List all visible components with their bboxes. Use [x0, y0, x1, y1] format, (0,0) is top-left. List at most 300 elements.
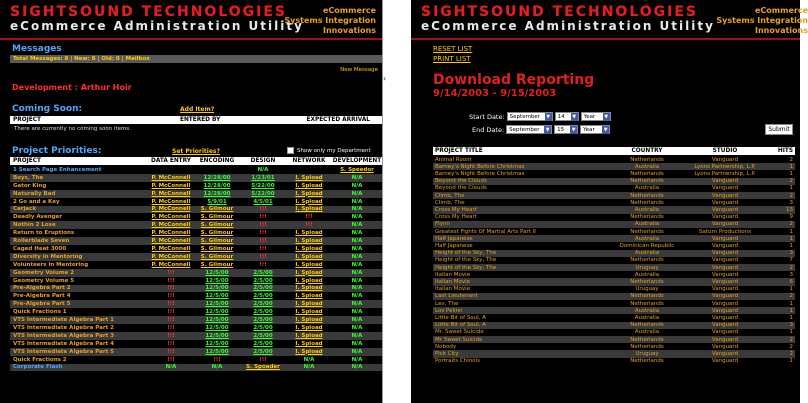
development-cell: N/A	[351, 317, 363, 324]
table-row[interactable]	[10, 340, 382, 348]
hits-cell: 3	[789, 250, 793, 257]
end-day-select[interactable]	[554, 125, 578, 134]
start-year-select[interactable]	[581, 112, 611, 121]
table-row[interactable]	[433, 228, 795, 235]
set-priorities-link[interactable]: Set Priorities?	[172, 148, 220, 155]
development-cell: N/A	[351, 324, 363, 331]
encoding-cell: 12/28/00	[203, 174, 231, 181]
project-cell: Corporate Flash	[13, 364, 63, 371]
network-cell: I. Spload	[295, 269, 323, 276]
end-date-label: End Date:	[472, 125, 505, 134]
data-entry-cell: !!!	[167, 348, 175, 355]
table-row[interactable]	[10, 269, 382, 277]
table-row[interactable]	[433, 350, 795, 357]
table-row[interactable]	[10, 332, 382, 340]
table-row[interactable]	[433, 185, 795, 192]
hits-cell: 1	[789, 307, 793, 314]
network-cell: I. Spload	[295, 285, 323, 292]
hits-cell: 2	[789, 293, 793, 300]
design-cell: !!!	[259, 253, 267, 260]
data-entry-cell: !!!	[167, 324, 175, 331]
start-month-select[interactable]	[507, 112, 553, 121]
priorities-title: Project Priorities:	[12, 146, 102, 156]
table-row[interactable]	[433, 257, 795, 264]
network-cell: !!!	[305, 222, 313, 229]
table-row[interactable]	[433, 163, 795, 170]
country-cell: Australia	[634, 250, 660, 257]
table-row[interactable]	[433, 271, 795, 278]
project-title-cell: Beyond the Clouds	[435, 178, 487, 185]
design-cell: !!!	[259, 238, 267, 245]
network-cell: I. Spload	[295, 324, 323, 331]
table-row[interactable]	[10, 316, 382, 324]
table-row[interactable]	[10, 348, 382, 356]
data-entry-cell: !!!	[167, 309, 175, 316]
development-label: Development : Arthur Hoir	[12, 83, 132, 92]
network-cell: I. Spload	[295, 277, 323, 284]
add-item-link[interactable]: Add Item?	[180, 106, 215, 113]
brand-subtitle: eCommerce Administration Utility	[10, 19, 304, 33]
project-cell: Pre-Algebra Part 5	[13, 301, 71, 308]
project-cell: VTS Intermediate Algebra Part 2	[13, 324, 114, 331]
table-row[interactable]	[10, 221, 382, 229]
encoding-cell: 12/5/00	[205, 340, 229, 347]
new-message-link[interactable]: New Message	[340, 67, 378, 73]
hits-cell: 1	[789, 358, 793, 365]
start-date-label: Start Date:	[469, 112, 505, 121]
data-entry-cell: P. McConnell	[151, 245, 191, 252]
start-year-value: Year	[583, 113, 596, 120]
design-cell: 5/22/00	[251, 182, 275, 189]
studio-cell: Vanguard	[711, 264, 739, 271]
table-row[interactable]	[433, 206, 795, 213]
project-cell: Pre-Algebra Part 4	[13, 293, 71, 300]
start-day-value: 14	[557, 113, 565, 120]
development-cell: N/A	[351, 198, 363, 205]
country-cell: Netherlands	[630, 293, 664, 300]
table-row[interactable]	[433, 242, 795, 249]
studio-cell: Vanguard	[711, 350, 739, 357]
development-cell: N/A	[351, 238, 363, 245]
development-cell: N/A	[351, 245, 363, 252]
project-title-cell: Cross My Heart	[435, 214, 477, 221]
development-cell: S. Speedor	[340, 166, 374, 173]
encoding-cell: S. Gilmour	[200, 253, 234, 260]
brand-title: SIGHTSOUND TECHNOLOGIES	[10, 4, 288, 20]
col-entered-by: ENTERED BY	[180, 117, 221, 123]
table-row[interactable]	[10, 174, 382, 182]
design-cell: 2/5/00	[253, 285, 273, 292]
table-row[interactable]	[433, 192, 795, 199]
hits-cell: 1	[789, 235, 793, 242]
development-cell: N/A	[351, 261, 363, 268]
hits-cell: 1	[789, 286, 793, 293]
tagline-line: Systems Integration	[284, 16, 376, 25]
col-country: COUNTRY	[631, 147, 663, 154]
project-title-cell: Portraits Chinois	[435, 358, 480, 365]
data-entry-cell: !!!	[167, 285, 175, 292]
encoding-cell: 12/28/00	[203, 190, 231, 197]
data-entry-cell: !!!	[167, 269, 175, 276]
network-cell: I. Spload	[295, 348, 323, 355]
encoding-cell: S. Gilmour	[200, 206, 234, 213]
studio-cell: Vanguard	[711, 199, 739, 206]
tagline	[716, 6, 808, 36]
country-cell: Netherlands	[630, 192, 664, 199]
encoding-cell: 12/5/00	[205, 293, 229, 300]
tagline-line: eCommerce	[322, 6, 376, 15]
table-row[interactable]	[433, 314, 795, 321]
brand-title: SIGHTSOUND TECHNOLOGIES	[421, 4, 699, 20]
country-cell: Netherlands	[630, 156, 664, 163]
table-row[interactable]	[10, 253, 382, 261]
table-row[interactable]	[433, 286, 795, 293]
chevron-down-icon: ▼	[571, 127, 576, 133]
network-cell: I. Spload	[295, 182, 323, 189]
scroll-left-arrow-icon[interactable]: ‹	[383, 74, 387, 83]
col-studio: STUDIO	[712, 147, 738, 154]
table-row[interactable]	[10, 308, 382, 316]
design-cell: !!!	[259, 261, 267, 268]
chevron-down-icon: ▼	[604, 114, 609, 120]
print-list-link[interactable]: PRINT LIST	[433, 55, 471, 63]
encoding-cell: S. Gilmour	[200, 238, 234, 245]
start-day-select[interactable]	[555, 112, 579, 121]
design-cell: 2/5/00	[253, 277, 273, 284]
country-cell: Netherlands	[630, 178, 664, 185]
studio-cell: Vanguard	[711, 358, 739, 365]
studio-cell: Vanguard	[711, 214, 739, 221]
project-title-cell: Beyond the Clouds	[435, 185, 487, 192]
col-development: DEVELOPMENT	[332, 158, 382, 164]
data-entry-cell: !!!	[167, 277, 175, 284]
design-cell: 2/5/00	[253, 332, 273, 339]
table-row[interactable]	[10, 245, 382, 253]
project-cell: Deadly Avenger	[13, 214, 63, 221]
development-cell: N/A	[351, 230, 363, 237]
table-row[interactable]	[10, 261, 382, 269]
table-row[interactable]	[433, 235, 795, 242]
project-title-cell: Half Japanese	[435, 235, 473, 242]
encoding-cell: N/A	[211, 364, 223, 371]
country-cell: Australia	[634, 307, 660, 314]
table-row[interactable]	[433, 156, 795, 163]
table-row[interactable]	[433, 170, 795, 177]
project-cell: Boys, The	[13, 174, 44, 181]
country-cell: Uruguay	[635, 264, 659, 271]
hits-cell: 1	[789, 242, 793, 249]
submit-button[interactable]: Submit	[765, 124, 793, 135]
table-row[interactable]	[433, 336, 795, 343]
data-entry-cell: P. McConnell	[151, 206, 191, 213]
network-cell: I. Spload	[295, 230, 323, 237]
project-cell: Diversity in Mentoring	[13, 253, 83, 260]
table-row[interactable]	[433, 307, 795, 314]
country-cell: Netherlands	[630, 170, 664, 177]
country-cell: Australia	[634, 271, 660, 278]
project-cell: 2 Go and a Key	[13, 198, 60, 205]
studio-cell: Vanguard	[711, 307, 739, 314]
right-window	[411, 0, 808, 403]
hits-cell: 2	[789, 336, 793, 343]
studio-cell: Vanguard	[711, 322, 739, 329]
data-entry-cell: P. McConnell	[151, 230, 191, 237]
hits-cell: 9	[789, 214, 793, 221]
coming-soon-title: Coming Soon:	[12, 104, 83, 114]
project-cell: Caged Heat 3000	[13, 245, 67, 252]
development-cell: N/A	[351, 253, 363, 260]
encoding-cell: 12/5/00	[205, 269, 229, 276]
hits-cell: 6	[789, 278, 793, 285]
project-cell: Return to Eruptions	[13, 230, 75, 237]
country-cell: Netherlands	[630, 343, 664, 350]
design-cell: 2/5/00	[253, 269, 273, 276]
table-row[interactable]	[433, 199, 795, 206]
priorities-header	[10, 157, 382, 165]
table-row[interactable]	[433, 343, 795, 350]
table-row[interactable]	[10, 166, 382, 174]
table-row[interactable]	[433, 214, 795, 221]
hits-cell: 7	[789, 257, 793, 264]
messages-summary[interactable]: Total Messages: 8 | New: 8 | Old: 0 | Mailbox	[13, 56, 150, 62]
hits-cell: 2	[789, 350, 793, 357]
hits-cell: 3	[789, 199, 793, 206]
studio-cell: Vanguard	[711, 185, 739, 192]
design-cell: N/A	[257, 166, 269, 173]
show-only-checkbox[interactable]	[287, 147, 294, 154]
table-row[interactable]	[10, 229, 382, 237]
tagline-line: Systems Integration	[716, 16, 808, 25]
project-title-cell: Barney's Night Before Christmas	[435, 163, 525, 170]
design-cell: 2/5/00	[253, 348, 273, 355]
data-entry-cell: N/A	[165, 364, 177, 371]
studio-cell: Vanguard	[711, 314, 739, 321]
studio-cell: Vanguard	[711, 343, 739, 350]
project-cell: Quick Fractions 1	[13, 309, 67, 316]
messages-title: Messages	[12, 44, 62, 54]
table-row[interactable]	[10, 198, 382, 206]
network-cell: I. Spload	[295, 317, 323, 324]
design-cell: !!!	[259, 245, 267, 252]
studio-cell: Vanguard	[711, 192, 739, 199]
encoding-cell: !!!	[213, 356, 221, 363]
design-cell: S. Spoader	[246, 364, 280, 371]
end-month-value: September	[509, 126, 540, 133]
data-entry-cell: P. McConnell	[151, 261, 191, 268]
encoding-cell: 12/5/00	[205, 309, 229, 316]
table-row[interactable]	[433, 358, 795, 365]
table-row[interactable]	[10, 356, 382, 364]
project-cell: Quick Fractions 2	[13, 356, 67, 363]
end-month-select[interactable]	[506, 125, 552, 134]
data-entry-cell: !!!	[167, 301, 175, 308]
country-cell: Netherlands	[630, 199, 664, 206]
country-cell: Australia	[634, 206, 660, 213]
tagline	[284, 6, 376, 36]
chevron-down-icon: ▼	[546, 114, 551, 120]
tagline-line: Innovations	[323, 26, 376, 35]
table-row[interactable]	[10, 213, 382, 221]
hits-cell: 13	[786, 206, 793, 213]
project-cell: Volunteers in Mentoring	[13, 261, 89, 268]
country-cell: Uruguay	[635, 286, 659, 293]
table-row[interactable]	[433, 322, 795, 329]
project-cell: VTS Intermediate Algebra Part 4	[13, 340, 114, 347]
development-cell: N/A	[351, 190, 363, 197]
project-title-cell: Cross My Heart	[435, 206, 477, 213]
project-title-cell: Los Pelinn	[435, 307, 463, 314]
table-row[interactable]	[10, 300, 382, 308]
encoding-cell: 12/5/00	[205, 301, 229, 308]
encoding-cell: S. Gilmour	[200, 261, 234, 268]
country-cell: Netherlands	[630, 322, 664, 329]
design-cell: 2/5/00	[253, 317, 273, 324]
table-row[interactable]	[10, 190, 382, 198]
design-cell: 5/22/00	[251, 190, 275, 197]
network-cell: I. Spload	[295, 245, 323, 252]
hits-cell: 1	[789, 185, 793, 192]
hits-cell: 3	[789, 322, 793, 329]
studio-cell: Vanguard	[711, 221, 739, 228]
project-title-cell: Pick City	[435, 350, 459, 357]
project-title-cell: Little Bit of Soul, A	[435, 314, 486, 321]
studio-cell: Lyons Partnership, L.P.	[694, 170, 756, 177]
table-row[interactable]	[433, 300, 795, 307]
chevron-down-icon: ▼	[603, 127, 608, 133]
data-entry-cell: P. McConnell	[151, 253, 191, 260]
encoding-cell: 12/5/00	[205, 285, 229, 292]
project-cell: 1 Search Page Enhancement	[13, 166, 102, 173]
network-cell: I. Spload	[295, 293, 323, 300]
hits-cell: 1	[789, 300, 793, 307]
data-entry-cell: P. McConnell	[151, 214, 191, 221]
table-row[interactable]	[10, 182, 382, 190]
studio-cell: Vanguard	[711, 278, 739, 285]
hits-cell: 1	[789, 163, 793, 170]
design-cell: !!!	[259, 214, 267, 221]
chevron-down-icon: ▼	[572, 114, 577, 120]
hits-cell: 3	[789, 271, 793, 278]
development-cell: N/A	[351, 293, 363, 300]
design-cell: !!!	[259, 356, 267, 363]
project-title-cell: Barney's Night Before Christmas	[435, 170, 525, 177]
project-cell: Rollerblade Seven	[13, 238, 70, 245]
col-design: DESIGN	[250, 158, 276, 164]
project-title-cell: Italian Movie	[435, 286, 471, 293]
hits-cell: 1	[789, 329, 793, 336]
project-title-cell: Height of the Sky, The	[435, 257, 497, 264]
end-year-select[interactable]	[580, 125, 610, 134]
data-entry-cell: P. McConnell	[151, 190, 191, 197]
hits-cell: 2	[789, 156, 793, 163]
table-row[interactable]	[433, 250, 795, 257]
development-cell: N/A	[351, 214, 363, 221]
table-row[interactable]	[10, 285, 382, 293]
studio-cell: Vanguard	[711, 235, 739, 242]
design-cell: 4/5/01	[253, 198, 273, 205]
table-row[interactable]	[433, 329, 795, 336]
network-cell: I. Spload	[295, 340, 323, 347]
table-row[interactable]	[433, 278, 795, 285]
messages-bar	[10, 55, 382, 63]
network-cell: I. Spload	[295, 261, 323, 268]
hits-cell: 1	[789, 228, 793, 235]
development-cell: N/A	[351, 269, 363, 276]
header-divider	[0, 38, 382, 40]
encoding-cell: S. Gilmour	[200, 222, 234, 229]
development-cell: N/A	[351, 206, 363, 213]
country-cell: Netherlands	[630, 257, 664, 264]
country-cell: Netherlands	[630, 336, 664, 343]
project-title-cell: Flynn	[435, 221, 450, 228]
project-cell: Gator King	[13, 182, 47, 189]
development-cell: N/A	[351, 309, 363, 316]
design-cell: 2/5/00	[253, 340, 273, 347]
design-cell: !!!	[259, 230, 267, 237]
design-cell: 2/5/00	[253, 301, 273, 308]
data-entry-cell: P. McConnell	[151, 238, 191, 245]
table-row[interactable]	[433, 221, 795, 228]
design-cell: 2/5/00	[253, 293, 273, 300]
development-cell: N/A	[351, 364, 363, 371]
project-title-cell: Last Lieutenant	[435, 293, 478, 300]
project-title-cell: Italian Movie	[435, 278, 471, 285]
project-cell: Naturally Bad	[13, 190, 56, 197]
hits-cell: 1	[789, 170, 793, 177]
col-expected-arrival: EXPECTED ARRIVAL	[306, 117, 370, 123]
studio-cell: Vanguard	[711, 271, 739, 278]
country-cell: Australia	[634, 163, 660, 170]
encoding-cell: 12/28/00	[203, 182, 231, 189]
page-title: Download Reporting	[433, 72, 595, 88]
table-row[interactable]	[10, 292, 382, 300]
studio-cell: Vanguard	[711, 293, 739, 300]
encoding-cell: 12/5/00	[205, 317, 229, 324]
table-row[interactable]	[10, 324, 382, 332]
encoding-cell: 5/9/01	[207, 198, 227, 205]
table-row[interactable]	[10, 277, 382, 285]
project-title-cell: Height of the Sky, The	[435, 250, 497, 257]
country-cell: Netherlands	[630, 214, 664, 221]
table-row[interactable]	[433, 293, 795, 300]
table-row[interactable]	[10, 364, 382, 372]
table-row[interactable]	[433, 178, 795, 185]
divider-scrollbar[interactable]	[382, 0, 411, 403]
table-row[interactable]	[433, 264, 795, 271]
studio-cell: Vanguard	[711, 250, 739, 257]
table-row[interactable]	[10, 206, 382, 214]
reset-list-link[interactable]: RESET LIST	[433, 45, 473, 53]
report-header	[433, 147, 795, 155]
table-row[interactable]	[10, 237, 382, 245]
studio-cell: Vanguard	[711, 242, 739, 249]
project-title-cell: Italian Movie	[435, 271, 471, 278]
col-project-title: PROJECT TITLE	[435, 147, 483, 154]
hits-cell: 2	[789, 343, 793, 350]
studio-cell: Vanguard	[711, 300, 739, 307]
development-cell: N/A	[351, 285, 363, 292]
country-cell: Netherlands	[630, 278, 664, 285]
project-title-cell: Little Bit of Soul, A	[435, 322, 486, 329]
network-cell: I. Spload	[295, 253, 323, 260]
start-date-row	[469, 112, 611, 121]
end-year-value: Year	[583, 126, 595, 133]
encoding-cell: S. Gilmour	[200, 214, 234, 221]
data-entry-cell: P. McConnell	[151, 222, 191, 229]
development-cell: N/A	[351, 332, 363, 339]
data-entry-cell: !!!	[167, 317, 175, 324]
project-title-cell: Climb, The	[435, 199, 465, 206]
